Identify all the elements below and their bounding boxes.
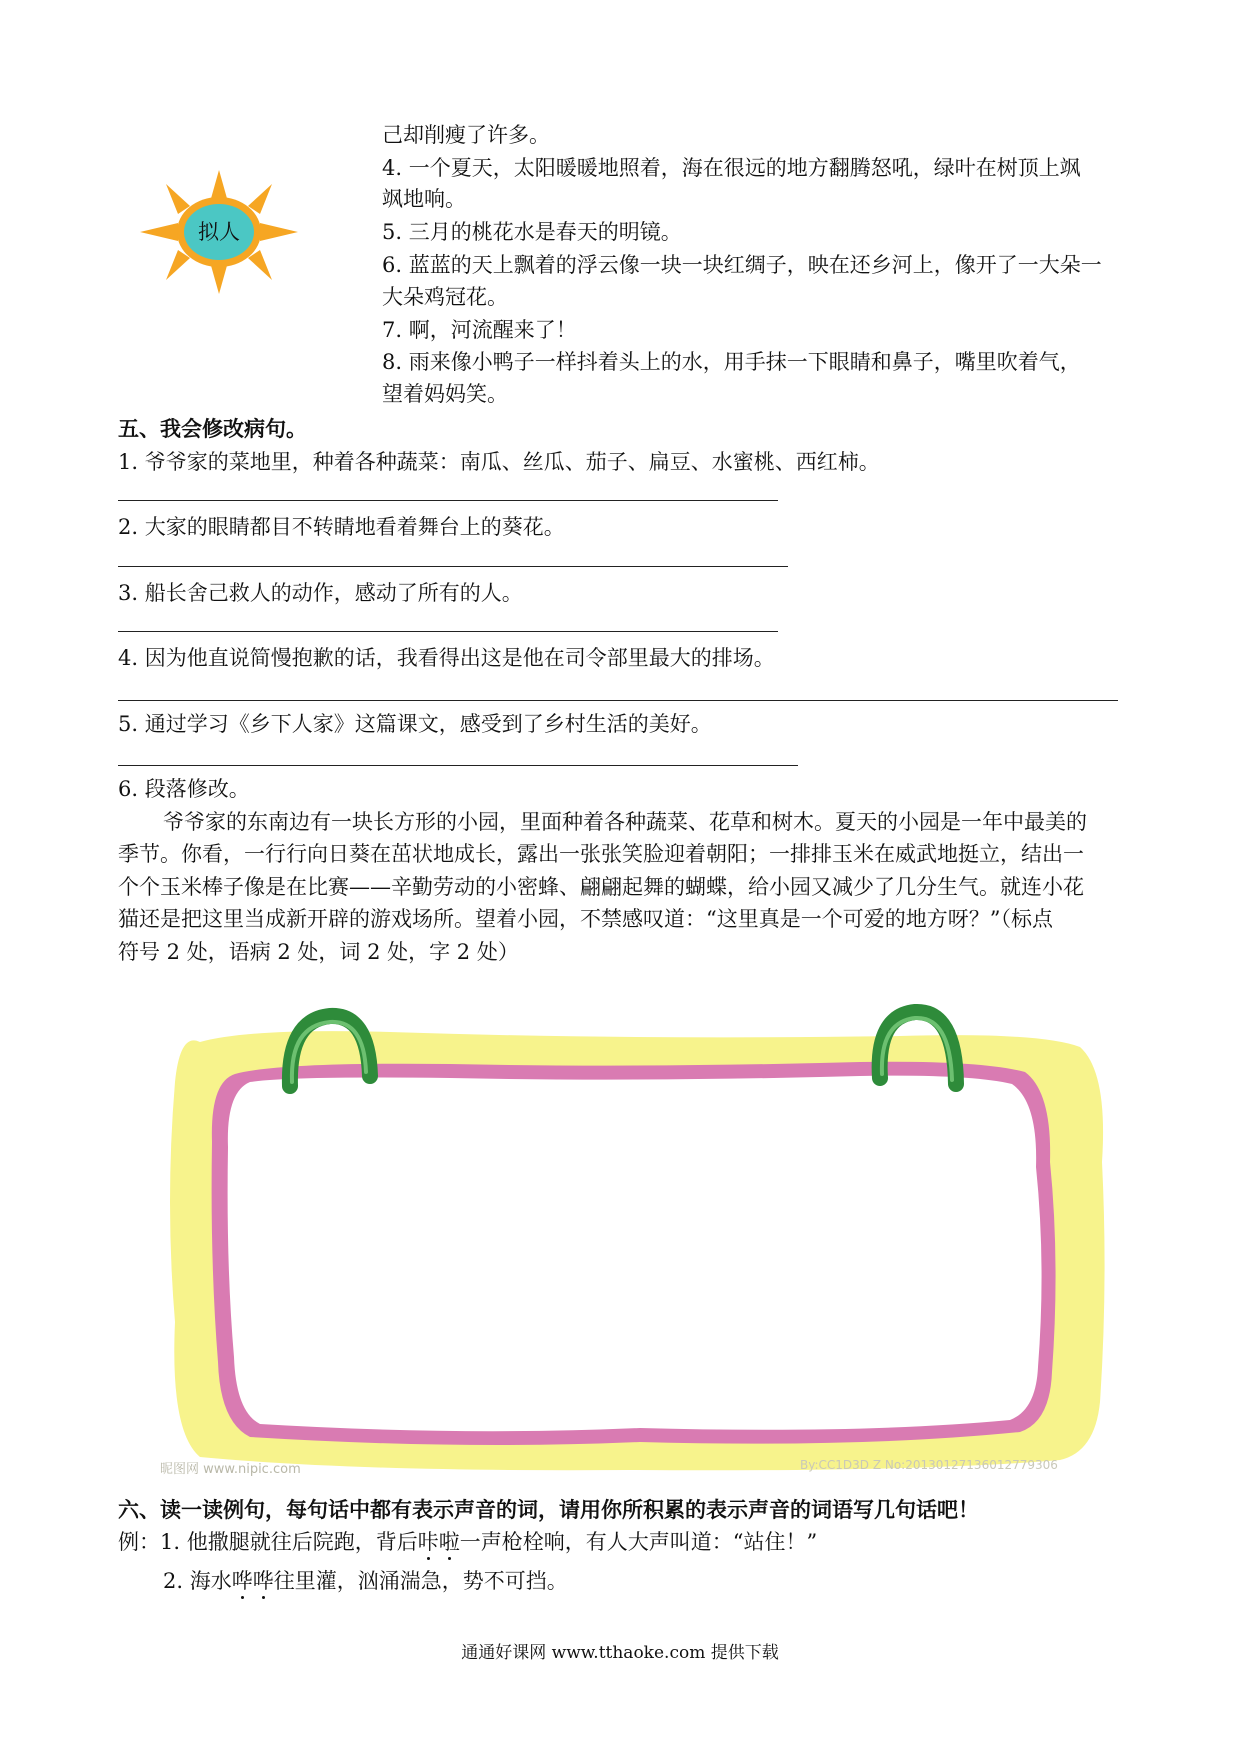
sentence-line: 大朵鸡冠花。 — [382, 285, 508, 309]
sick-sentence-5: 5. 通过学习《乡下人家》这篇课文，感受到了乡村生活的美好。 — [118, 712, 712, 736]
section-five-title: 五、我会修改病句。 — [118, 416, 307, 441]
answer-line-3 — [118, 631, 778, 632]
paragraph-line: 符号 2 处，语病 2 处，词 2 处，字 2 处） — [118, 940, 519, 964]
sound-word-char: 咔 — [417, 1530, 439, 1554]
answer-line-4 — [118, 700, 1118, 701]
sentence-line: 4. 一个夏天，太阳暖暖地照着，海在很远的地方翻腾怒吼，绿叶在树顶上飒 — [382, 156, 1081, 180]
writing-frame — [160, 1002, 1110, 1482]
paragraph-line: 季节。你看，一行行向日葵在茁状地成长，露出一张张笑脸迎着朝阳；一排排玉米在威武地挺立，结出一 — [118, 842, 1084, 866]
example-prefix: 例： — [118, 1530, 160, 1554]
sound-word-char: 啦 — [438, 1530, 460, 1554]
example-sentence-2 — [163, 1566, 568, 1596]
example-1-part-b: 一声枪栓响，有人大声叫道：“站住！” — [459, 1530, 818, 1554]
example-2-part-a: 2. 海水 — [163, 1569, 232, 1593]
paragraph-line: 猫还是把这里当成新开辟的游戏场所。望着小园，不禁感叹道：“这里真是一个可爱的地方呀？”（标点 — [118, 907, 1053, 931]
answer-line-2 — [118, 566, 788, 567]
sentence-line: 望着妈妈笑。 — [382, 382, 508, 406]
sun-personification-badge — [138, 168, 300, 296]
sentence-line: 己却削瘦了许多。 — [382, 123, 550, 147]
sentence-line: 5. 三月的桃花水是春天的明镜。 — [382, 220, 682, 244]
sound-word-char: 哗 — [252, 1569, 274, 1593]
paragraph-line: 爷爷家的东南边有一块长方形的小园，里面种着各种蔬菜、花草和树木。夏天的小园是一年中最美的 — [163, 810, 1087, 834]
paragraph-task-title: 6. 段落修改。 — [118, 777, 250, 801]
sick-sentence-2: 2. 大家的眼睛都目不转睛地看着舞台上的葵花。 — [118, 515, 565, 539]
sentence-line: 8. 雨来像小鸭子一样抖着头上的水，用手抹一下眼睛和鼻子，嘴里吹着气， — [382, 350, 1081, 374]
frame-border-image — [160, 1002, 1110, 1482]
paragraph-line: 个个玉米棒子像是在比赛——辛勤劳动的小密蜂、翩翩起舞的蝴蝶，给小园又减少了几分生气。就连小花 — [118, 875, 1084, 899]
sentence-line: 7. 啊，河流醒来了！ — [382, 318, 577, 342]
sentence-line: 6. 蓝蓝的天上飘着的浮云像一块一块红绸子，映在还乡河上，像开了一大朵一 — [382, 253, 1102, 277]
frame-watermark-left: 昵图网 www.nipic.com — [160, 1462, 301, 1477]
sentence-line: 飒地响。 — [382, 187, 466, 211]
answer-line-1 — [118, 500, 778, 501]
frame-watermark-right: By:CC1D3D Z No:20130127136012779306 — [800, 1458, 1058, 1472]
example-sentence-1 — [118, 1527, 817, 1557]
sound-word-char: 哗 — [231, 1569, 253, 1593]
answer-line-5 — [118, 765, 798, 766]
page-footer: 通通好课网 www.tthaoke.com 提供下载 — [461, 1643, 779, 1663]
sick-sentence-4: 4. 因为他直说简慢抱歉的话，我看得出这是他在司令部里最大的排场。 — [118, 646, 775, 670]
sick-sentence-1: 1. 爷爷家的菜地里，种着各种蔬菜：南瓜、丝瓜、茄子、扁豆、水蜜桃、西红柿。 — [118, 450, 880, 474]
example-2-part-b: 往里灌，汹涌湍急，势不可挡。 — [273, 1569, 568, 1593]
example-1-part-a: 1. 他撒腿就往后院跑，背后 — [160, 1530, 418, 1554]
sick-sentence-3: 3. 船长舍己救人的动作，感动了所有的人。 — [118, 581, 523, 605]
section-six-title: 六、读一读例句，每句话中都有表示声音的词，请用你所积累的表示声音的词语写几句话吧！ — [118, 1497, 979, 1522]
sun-label: 拟人 — [198, 220, 240, 244]
